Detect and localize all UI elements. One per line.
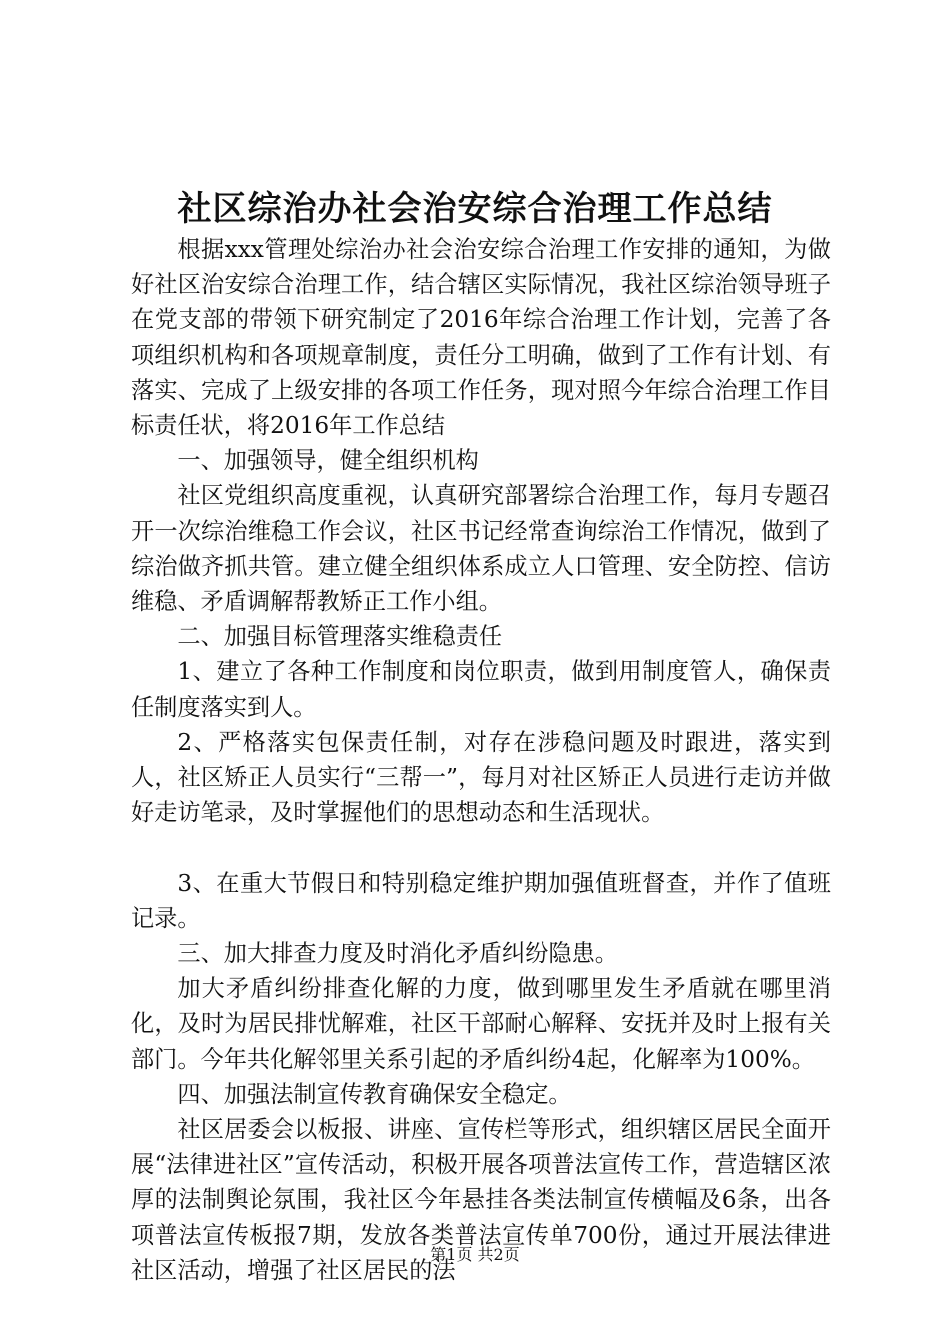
paragraph-item-2: 2、严格落实包保责任制，对存在涉稳问题及时跟进，落实到人，社区矫正人员实行“三帮一”，每月对社区矫正人员进行走访并做好走访笔录，及时掌握他们的思想动态和生活现状。: [131, 728, 831, 827]
paragraph-item-3: 3、在重大节假日和特别稳定维护期加强值班督查，并作了值班记录。: [131, 869, 831, 932]
paragraph-section-4: 社区居委会以板报、讲座、宣传栏等形式，组织辖区居民全面开展“法律进社区”宣传活动，积极开展各项普法宣传工作，营造辖区浓厚的法制舆论氛围，我社区今年悬挂各类法制宣传横幅及6条，出各项普法宣传板报7期，发放各类普法宣传单700份，通过开展法律进社区活动，增强了社区居民的法: [131, 1116, 831, 1284]
paragraph-intro: 根据xxx管理处综治办社会治安综合治理工作安排的通知，为做好社区治安综合治理工作，结合辖区实际情况，我社区综治领导班子在党支部的带领下研究制定了2016年综合治理工作计划，完善了各项组织机构和各项规章制度，责任分工明确，做到了工作有计划、有落实、完成了上级安排的各项工作任务，现对照今年综合治理工作目标责任状，将2016年工作总结: [131, 236, 831, 440]
paragraph-item-1: 1、建立了各种工作制度和岗位职责，做到用制度管人，确保责任制度落实到人。: [131, 658, 831, 721]
section-heading-2: 二、加强目标管理落实维稳责任: [177, 623, 503, 651]
section-heading-1: 一、加强领导，健全组织机构: [177, 447, 479, 475]
paragraph-section-3: 加大矛盾纠纷排查化解的力度，做到哪里发生矛盾就在哪里消化，及时为居民排忧解难，社区干部耐心解释、安抚并及时上报有关部门。今年共化解邻里关系引起的矛盾纠纷4起，化解率为100%。: [131, 975, 831, 1073]
paragraph-section-1: 社区党组织高度重视，认真研究部署综合治理工作，每月专题召开一次综治维稳工作会议，社区书记经常查询综治工作情况，做到了综治做齐抓共管。建立健全组织体系成立人口管理、安全防控、信访维稳、矛盾调解帮教矫正工作小组。: [131, 482, 831, 616]
document-title: 社区综治办社会治安综合治理工作总结: [177, 189, 773, 229]
section-heading-3: 三、加大排查力度及时消化矛盾纠纷隐患。: [177, 940, 618, 968]
page-number-footer: 第1页 共2页: [430, 1245, 520, 1264]
section-heading-4: 四、加强法制宣传教育确保安全稳定。: [177, 1080, 572, 1108]
blank-line: [131, 830, 831, 865]
document-body: [131, 232, 831, 1288]
